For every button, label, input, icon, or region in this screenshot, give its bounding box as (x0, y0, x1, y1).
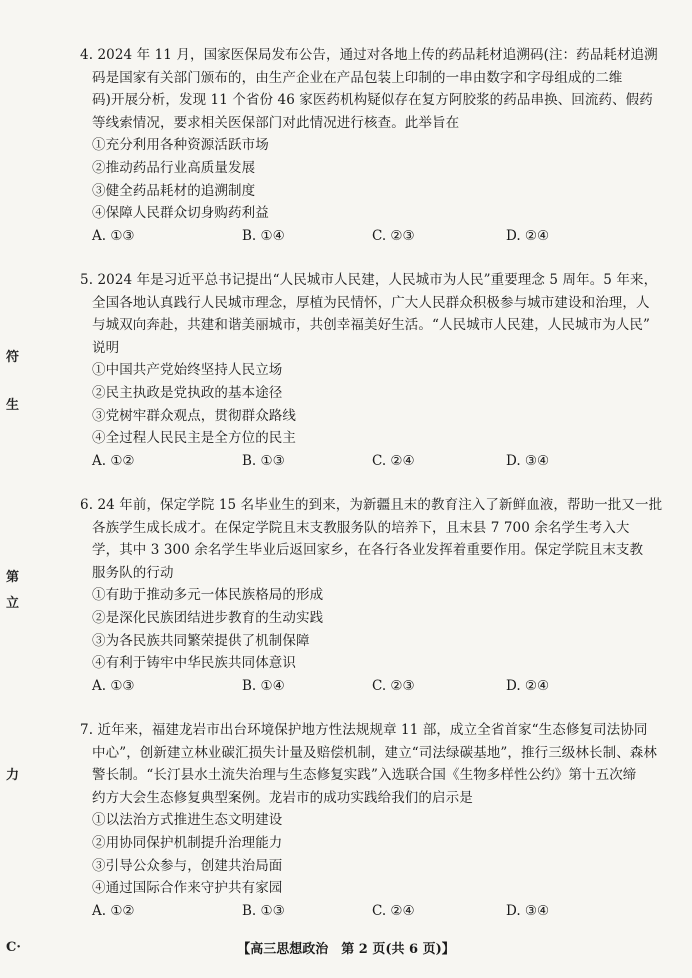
choice-c[interactable]: C. ②③ (372, 677, 415, 694)
margin-mark: 第 (6, 570, 20, 585)
footer-label: 【高三思想政治 第 2 页(共 6 页)】 (237, 942, 455, 957)
stem-line: 7. 近年来，福建龙岩市出台环境保护地方性法规规章 11 部，成立全省首家“生态修复司法协同 (80, 722, 648, 738)
page-footer (0, 938, 692, 957)
option-statement: ②民主执政是党执政的基本途径 (92, 384, 283, 401)
choice-c[interactable]: C. ②④ (372, 452, 415, 469)
answer-choices (80, 675, 684, 698)
stem-line: 约方大会生态修复典型案例。龙岩市的成功实践给我们的启示是 (92, 789, 473, 806)
question-stem (80, 44, 684, 134)
stem-line: 码)开展分析，发现 11 个省份 46 家医药机构疑似存在复方阿胶浆的药品串换、回流药、假药 (92, 92, 653, 109)
answer-choices (80, 450, 684, 473)
question-7 (80, 719, 684, 922)
stem-line: 5. 2024 年是习近平总书记提出“人民城市人民建，人民城市为人民”重要理念 5 周年。5 年来， (80, 272, 658, 288)
choice-a[interactable]: A. ①② (92, 452, 135, 469)
question-stem (80, 494, 684, 584)
choice-a[interactable]: A. ①③ (92, 227, 135, 244)
margin-mark: 力 (6, 768, 20, 783)
choice-d[interactable]: D. ③④ (506, 902, 550, 919)
stem-line: 4. 2024 年 11 月，国家医保局发布公告，通过对各地上传的药品耗材追溯码(注：药品耗材追溯 (80, 47, 658, 63)
option-statement: ③党树牢群众观点，贯彻群众路线 (92, 407, 296, 424)
question-stem (80, 719, 684, 809)
choice-b[interactable]: B. ①④ (242, 227, 285, 244)
choice-c[interactable]: C. ②③ (372, 227, 415, 244)
choice-a[interactable]: A. ①③ (92, 677, 135, 694)
option-statement: ①中国共产党始终坚持人民立场 (92, 362, 283, 379)
stem-line: 码是国家有关部门颁布的，由生产企业在产品包装上印制的一串由数字和字母组成的二维 (92, 69, 623, 86)
option-statement: ④保障人民群众切身购药利益 (92, 205, 269, 222)
option-statement: ②是深化民族团结进步教育的生动实践 (92, 609, 324, 626)
margin-mark: 生 (6, 398, 20, 413)
stem-line: 说明 (92, 339, 120, 356)
question-5 (80, 269, 684, 472)
stem-line: 学，其中 3 300 余名学生毕业后返回家乡，在各行各业发挥着重要作用。保定学院且末支教 (92, 542, 644, 559)
option-statement: ①以法治方式推进生态文明建设 (92, 812, 283, 829)
choice-b[interactable]: B. ①③ (242, 452, 285, 469)
choice-b[interactable]: B. ①③ (242, 902, 285, 919)
stem-line: 与城双向奔赴，共建和谐美丽城市，共创幸福美好生活。“人民城市人民建，人民城市为人民” (92, 317, 651, 334)
option-statement: ④有利于铸牢中华民族共同体意识 (92, 655, 296, 672)
stem-line: 服务队的行动 (92, 564, 174, 581)
question-4 (80, 44, 684, 247)
option-statement: ③为各民族共同繁荣提供了机制保障 (92, 632, 310, 649)
stem-line: 警长制。“长汀县水土流失治理与生态修复实践”入选联合国《生物多样性公约》第十五次缔 (92, 767, 637, 784)
option-statement: ②推动药品行业高质量发展 (92, 159, 256, 176)
option-statement: ③引导公众参与，创建共治局面 (92, 857, 283, 874)
margin-mark: 符 (6, 350, 20, 365)
answer-choices (80, 225, 684, 248)
answer-choices (80, 900, 684, 923)
stem-line: 6. 24 年前，保定学院 15 名毕业生的到来，为新疆且末的教育注入了新鲜血液，帮助一批又一批 (80, 497, 663, 513)
question-6 (80, 494, 684, 697)
option-statement: ②用协同保护机制提升治理能力 (92, 834, 283, 851)
stem-line: 全国各地认真践行人民城市理念，厚植为民情怀，广大人民群众积极参与城市建设和治理，人 (92, 294, 650, 311)
stem-line: 中心”，创新建立林业碳汇损失计量及赔偿机制，建立“司法绿碳基地”，推行三级林长制、森林 (92, 744, 658, 761)
option-statement: ①有助于推动多元一体民族格局的形成 (92, 587, 324, 604)
margin-mark: 立 (6, 596, 20, 611)
choice-d[interactable]: D. ③④ (506, 452, 550, 469)
stem-line: 各族学生成长成才。在保定学院且末支教服务队的培养下，且末县 7 700 余名学生考入大 (92, 519, 630, 536)
option-statement: ①充分利用各种资源活跃市场 (92, 137, 269, 154)
choice-d[interactable]: D. ②④ (506, 227, 550, 244)
stem-line: 等线索情况，要求相关医保部门对此情况进行核查。此举旨在 (92, 114, 460, 131)
option-statement: ③健全药品耗材的追溯制度 (92, 182, 256, 199)
option-statement: ④全过程人民民主是全方位的民主 (92, 430, 296, 447)
choice-c[interactable]: C. ②④ (372, 902, 415, 919)
choice-d[interactable]: D. ②④ (506, 677, 550, 694)
option-statement: ④通过国际合作来守护共有家园 (92, 880, 283, 897)
choice-b[interactable]: B. ①④ (242, 677, 285, 694)
margin-mark: C· (6, 940, 21, 955)
question-stem (80, 269, 684, 359)
choice-a[interactable]: A. ①② (92, 902, 135, 919)
